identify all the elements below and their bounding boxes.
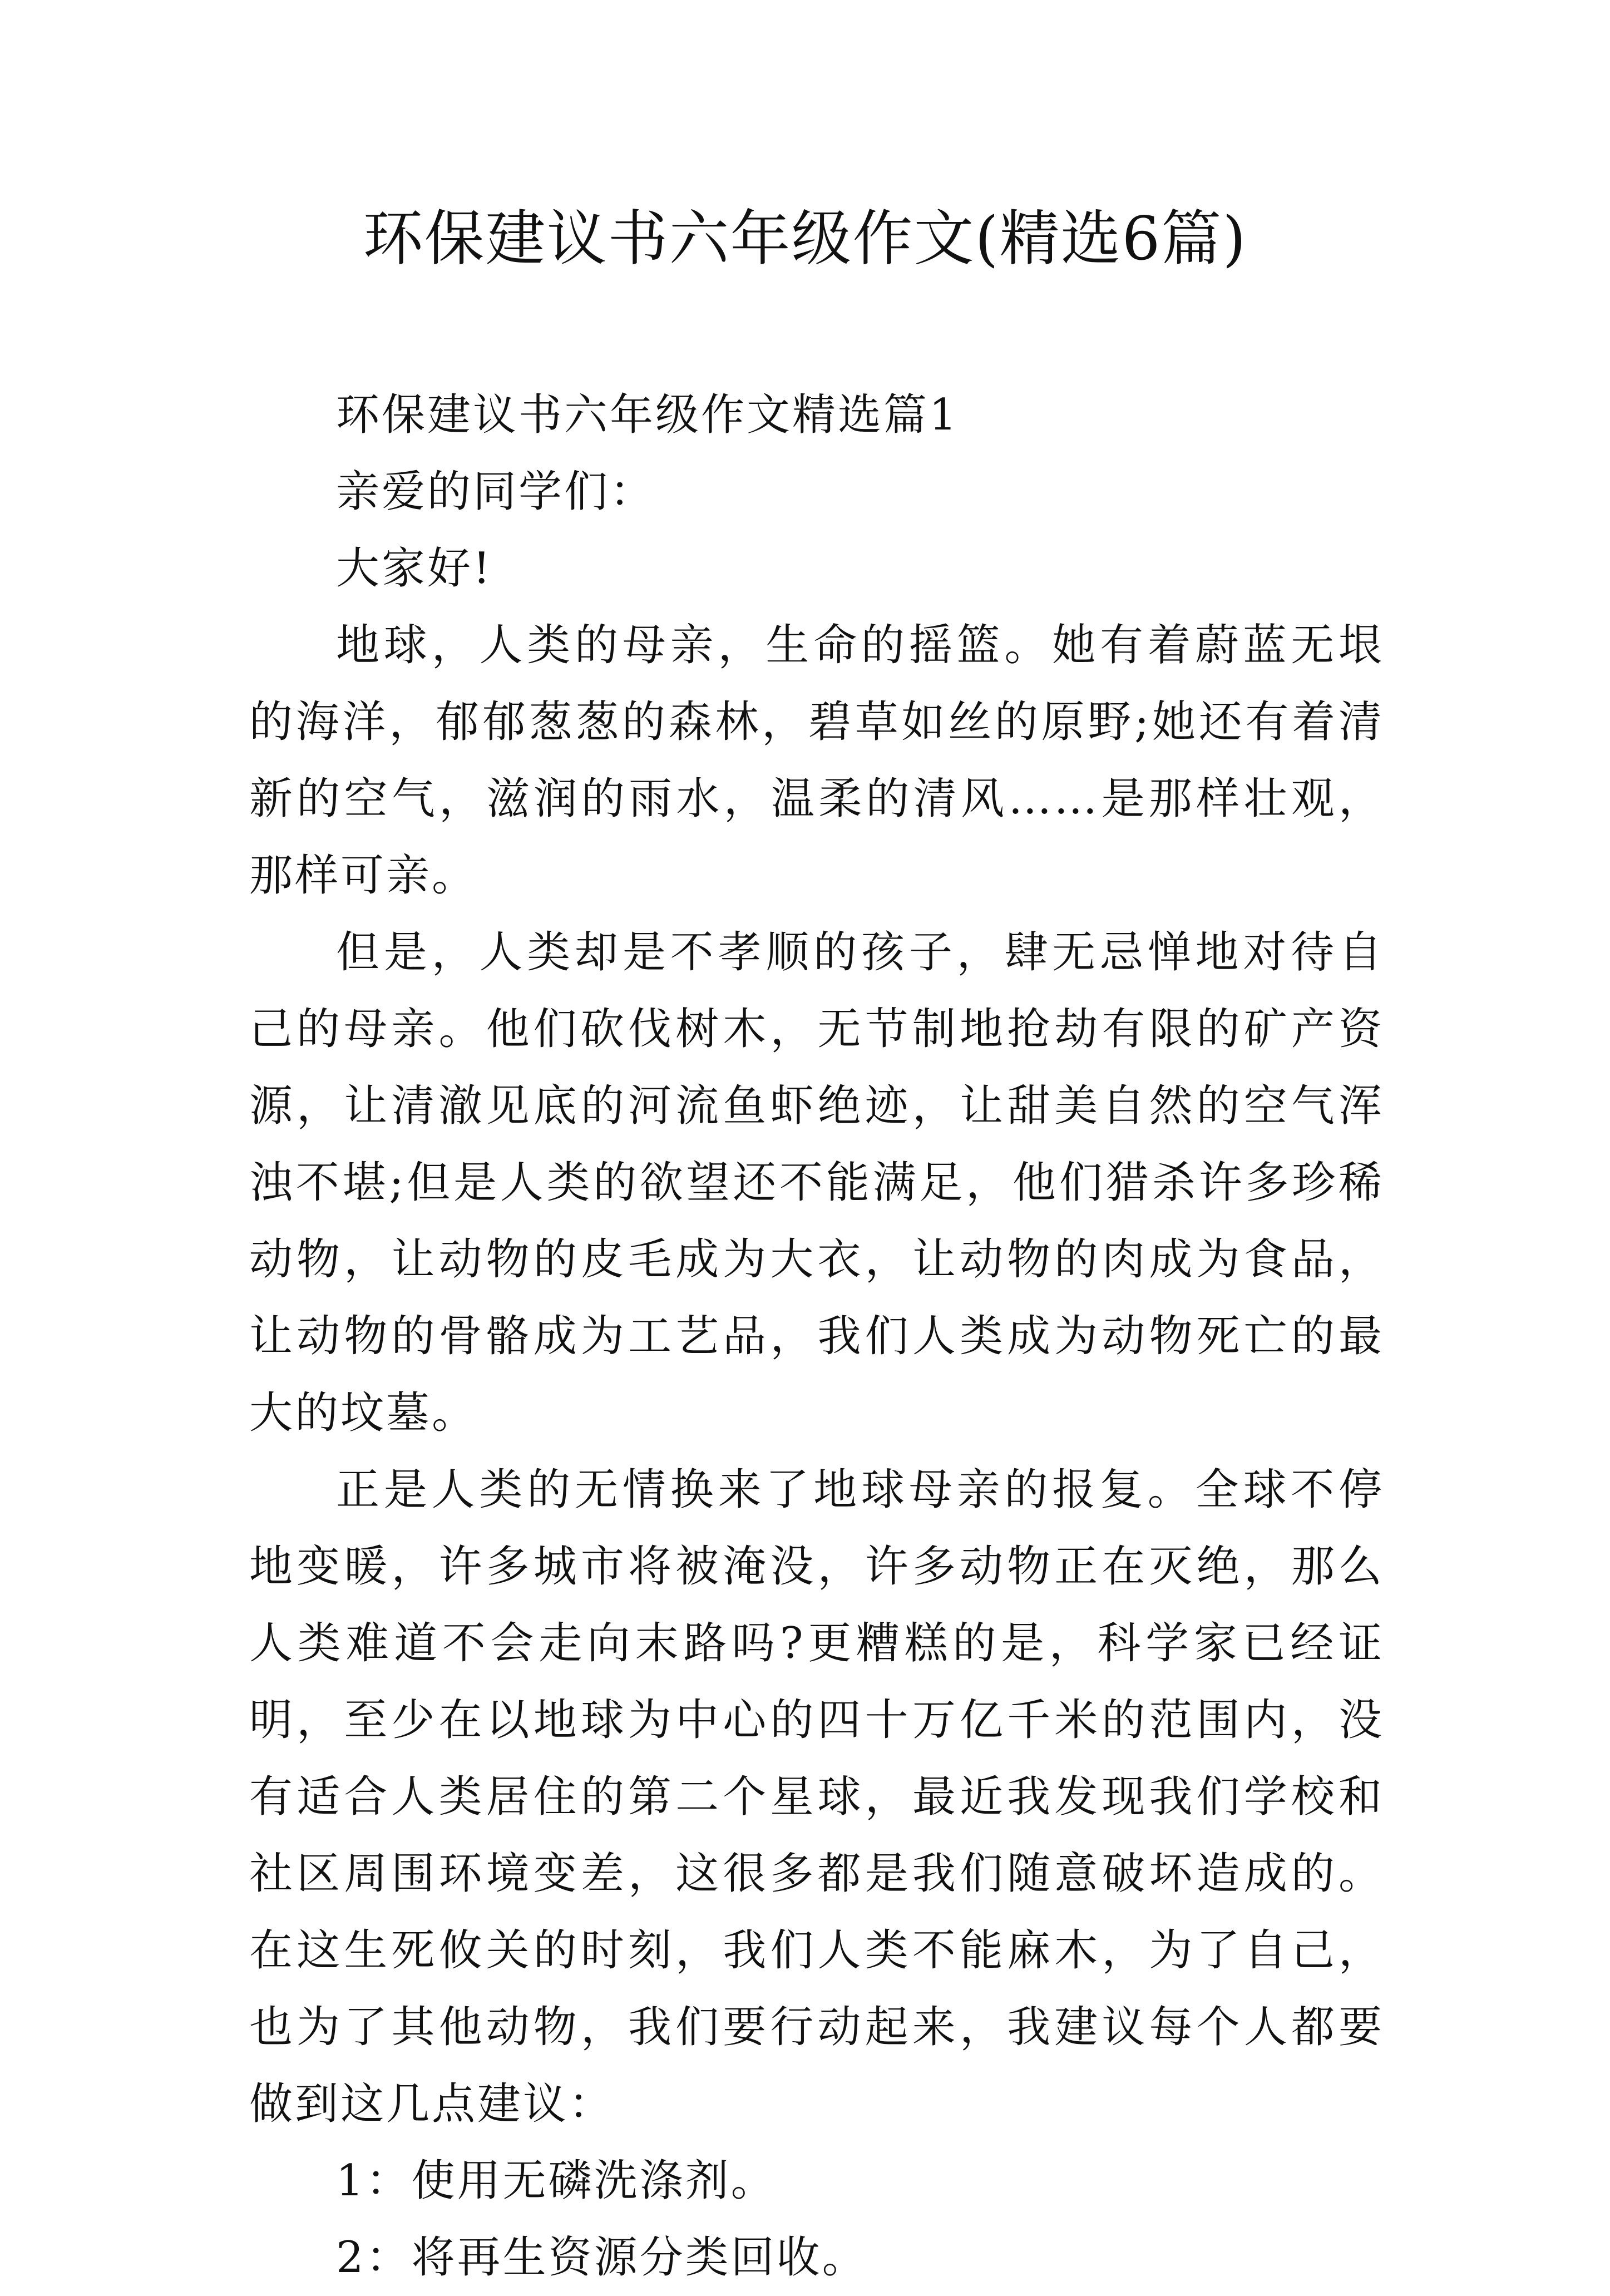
body-paragraph: 正是人类的无情换来了地球母亲的报复。全球不停地变暖，许多城市将被淹没，许多动物正在灭绝，那么人类难道不会走向末路吗?更糟糕的是，科学家已经证明，至少在以地球为中心的四十万亿千米的范围内，没有适合人类居住的第二个星球，最近我发现我们学校和社区周围环境变差，这很多都是我们随意破坏造成的。在这生死攸关的时刻，我们人类不能麻木，为了自己，也为了其他动物，我们要行动起来，我建议每个人都要做到这几点建议： xyxy=(249,1465,1384,2129)
section-heading: 环保建议书六年级作文精选篇1 xyxy=(336,390,959,440)
greeting: 大家好! xyxy=(336,544,493,594)
suggestion-item: 2：将再生资源分类回收。 xyxy=(336,2233,868,2283)
document-body xyxy=(249,377,1384,2296)
document-title: 环保建议书六年级作文(精选6篇) xyxy=(363,204,1247,274)
salutation: 亲爱的同学们： xyxy=(336,467,656,517)
body-paragraph: 但是，人类却是不孝顺的孩子，肆无忌惮地对待自己的母亲。他们砍伐树木，无节制地抢劫有限的矿产资源，让清澈见底的河流鱼虾绝迹，让甜美自然的空气浑浊不堪;但是人类的欲望还不能满足，他们猎杀许多珍稀动物，让动物的皮毛成为大衣，让动物的肉成为食品，让动物的骨骼成为工艺品，我们人类成为动物死亡的最大的坟墓。 xyxy=(249,927,1384,1438)
body-paragraph: 地球，人类的母亲，生命的摇篮。她有着蔚蓝无垠的海洋，郁郁葱葱的森林，碧草如丝的原野;她还有着清新的空气，滋润的雨水，温柔的清风……是那样壮观，那样可亲。 xyxy=(249,620,1384,901)
suggestion-item: 1：使用无磷洗涤剂。 xyxy=(336,2156,777,2206)
